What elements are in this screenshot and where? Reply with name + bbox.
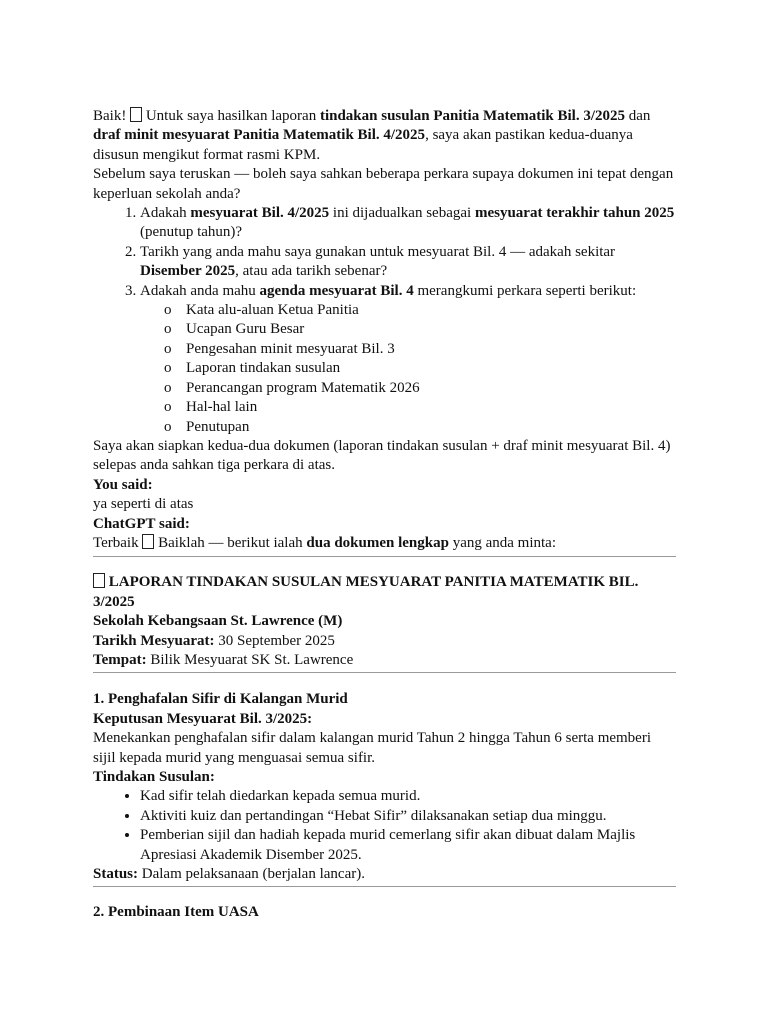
emoji-placeholder-icon (142, 534, 154, 549)
meeting-date-label: Tarikh Mesyuarat: (93, 632, 215, 649)
section2-heading-text: 2. Pembinaan Item UASA (93, 904, 259, 921)
emoji-placeholder-icon (93, 573, 105, 588)
meeting-place-value: Bilik Mesyuarat SK St. Lawrence (150, 651, 354, 668)
agenda-item: o Perancangan program Matematik 2026 (186, 379, 676, 398)
chatgpt-said-label (93, 515, 676, 534)
meeting-date-value: 30 September 2025 (218, 632, 335, 649)
question-bold: agenda mesyuarat Bil. 4 (259, 282, 414, 299)
intro-text: Untuk saya hasilkan laporan (145, 108, 317, 124)
question-list (93, 204, 676, 437)
you-said-label-text: You said: (93, 476, 153, 493)
decision-text: Menekankan penghafalan sifir dalam kalangan murid Tahun 2 hingga Tahun 6 serta memberi sijil kepada murid yang menguasai semua sifir. (93, 730, 652, 766)
action-label-text: Tindakan Susulan: (93, 769, 215, 785)
divider (93, 672, 676, 673)
question-item (140, 243, 676, 282)
agenda-item: o Ucapan Guru Besar (186, 320, 676, 339)
reply-bold: dua dokumen lengkap (306, 534, 449, 551)
agenda-list (140, 301, 676, 437)
school-name (93, 612, 676, 631)
question-text: Adakah anda mahu (140, 282, 256, 299)
intro-text: Baik! (93, 108, 127, 124)
divider (93, 886, 676, 887)
question-text: Tarikh yang anda mahu saya gunakan untuk mesyuarat Bil. 4 — adakah sekitar (140, 243, 616, 260)
status-value: Dalam pelaksanaan (berjalan lancar). (141, 866, 365, 883)
question-item (140, 282, 676, 437)
agenda-item: o Penutupan (186, 418, 676, 437)
reply-text: Terbaik (93, 534, 139, 551)
action-label (93, 768, 676, 787)
action-item: • Pemberian sijil dan hadiah kepada murid cemerlang sifir akan dibuat dalam Majlis Apresiasi Akademik Disember 2025. (140, 826, 676, 865)
decision-label-text: Keputusan Mesyuarat Bil. 3/2025: (93, 710, 313, 727)
question-text: ini dijadualkan sebagai (332, 205, 472, 222)
emoji-placeholder-icon (130, 107, 142, 122)
decision-label (93, 710, 676, 729)
agenda-item: o Pengesahan minit mesyuarat Bil. 3 (186, 340, 676, 359)
you-said-text: ya seperti di atas (93, 496, 194, 513)
section2-heading (93, 903, 676, 922)
section1-heading-text: 1. Penghafalan Sifir di Kalangan Murid (93, 691, 348, 708)
divider (93, 556, 676, 557)
agenda-item: o Kata alu-aluan Ketua Panitia (186, 301, 676, 320)
action-item: • Aktiviti kuiz dan pertandingan “Hebat Sifir” dilaksanakan setiap dua minggu. (140, 807, 676, 826)
section1-heading (93, 690, 676, 709)
intro-bold: tindakan susulan Panitia Matematik Bil. 3/2025 (319, 108, 626, 124)
question-bold: mesyuarat terakhir tahun 2025 (474, 205, 675, 222)
reply-text: Baiklah — berikut ialah (158, 534, 303, 551)
reply-text: yang anda minta: (452, 534, 557, 551)
intro-question-paragraph: Sebelum saya teruskan — boleh saya sahkan beberapa perkara supaya dokumen ini tepat dengan keperluan sekolah anda? (93, 166, 674, 202)
action-list (93, 787, 676, 865)
question-bold: Disember 2025 (140, 263, 236, 280)
intro-paragraph (93, 107, 676, 165)
meeting-date (93, 632, 676, 651)
intro-text: dan (628, 108, 651, 124)
intro-text: , saya akan pastikan kedua-duanya disusun mengikut format rasmi KPM. (93, 127, 633, 163)
chatgpt-said-label-text: ChatGPT said: (93, 515, 190, 532)
question-bold: mesyuarat Bil. 4/2025 (190, 205, 330, 222)
question-text: , atau ada tarikh sebenar? (235, 263, 388, 280)
action-item: • Kad sifir telah diedarkan kepada semua murid. (140, 787, 676, 806)
report-title-text: LAPORAN TINDAKAN SUSULAN MESYUARAT PANITIA MATEMATIK BIL. 3/2025 (93, 574, 639, 610)
chatgpt-said-text (93, 534, 676, 553)
question-text: Adakah (140, 205, 187, 222)
intro-bold: draf minit mesyuarat Panitia Matematik Bil. 4/2025 (93, 127, 426, 144)
meeting-place (93, 651, 676, 670)
agenda-item: o Hal-hal lain (186, 398, 676, 417)
you-said-label (93, 476, 676, 495)
school-name-text: Sekolah Kebangsaan St. Lawrence (M) (93, 613, 343, 630)
closing-paragraph: Saya akan siapkan kedua-dua dokumen (laporan tindakan susulan + draf minit mesyuarat Bil. 4) selepas anda sahkan tiga perkara di atas. (93, 437, 671, 474)
question-text: merangkumi perkara seperti berikut: (417, 282, 637, 299)
meeting-place-label: Tempat: (93, 651, 147, 668)
agenda-item: o Laporan tindakan susulan (186, 359, 676, 378)
question-text: (penutup tahun)? (140, 224, 243, 241)
status-line (93, 865, 676, 884)
report-title (93, 573, 676, 612)
document-body (93, 107, 676, 923)
status-label: Status: (93, 866, 139, 883)
question-item (140, 204, 676, 243)
